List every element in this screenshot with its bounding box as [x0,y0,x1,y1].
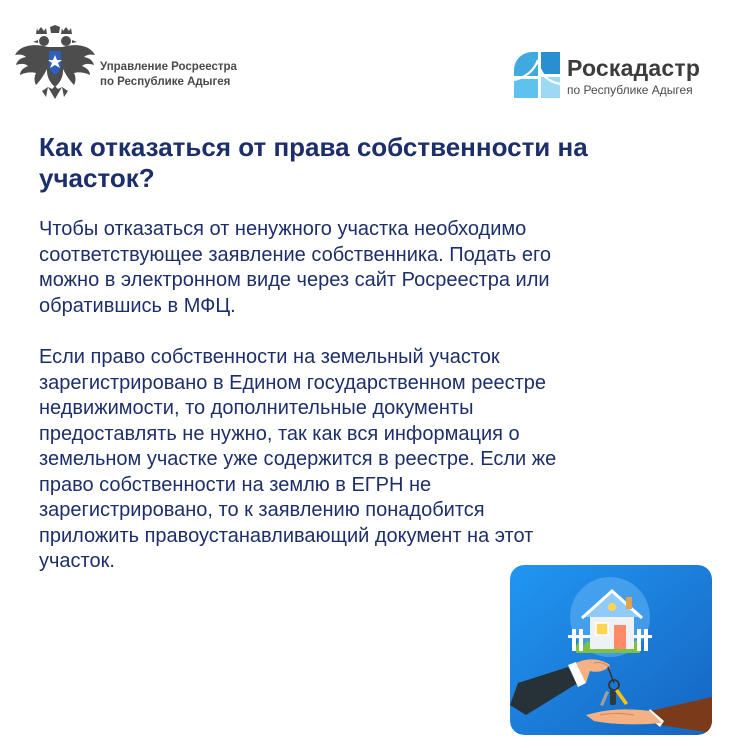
rosreestr-name [100,60,237,90]
title-line: Как отказаться от права собственности на [39,132,588,162]
text-line: участок. [39,550,115,572]
roskadastr-name: Роскадастр [567,55,701,81]
text-line: Если право собственности на земельный участок [39,346,500,368]
text-line: предоставлять не нужно, так как вся информация о [39,422,520,445]
rosreestr-line2: по Республике Адыгея [100,76,231,88]
text-line: право собственности на землю в ЕГРН не [39,473,432,496]
house-keys-illustration [510,565,712,735]
title-line: участок? [39,163,155,193]
text-line: можно в электронном виде через сайт Росреестра или [39,269,550,291]
text-line: приложить правоустанавливающий документ на этот [39,524,534,547]
header [0,0,749,120]
text-line: зарегистрировано в Едином государственном реестре [39,371,547,394]
text-line: соответствующее заявление собственника. Подать его [39,243,551,266]
text-line: недвижимости, то дополнительные документы [39,397,474,419]
roskadastr-subtitle: по Республике Адыгея [567,83,693,97]
rosreestr-line1: Управление Росреестра [100,61,237,73]
roskadastr-logo-icon [512,50,562,100]
text-line: зарегистрировано, то к заявлению понадобится [39,499,485,521]
text-line: обратившись в МФЦ. [39,294,236,317]
paragraph-1 [39,217,699,319]
text-line: земельном участке уже содержится в реестре. Если же [39,448,557,470]
paragraph-2 [39,345,699,575]
eagle-emblem-icon [14,25,96,107]
text-line: Чтобы отказаться от ненужного участка необходимо [39,218,527,240]
page-title [39,132,719,194]
